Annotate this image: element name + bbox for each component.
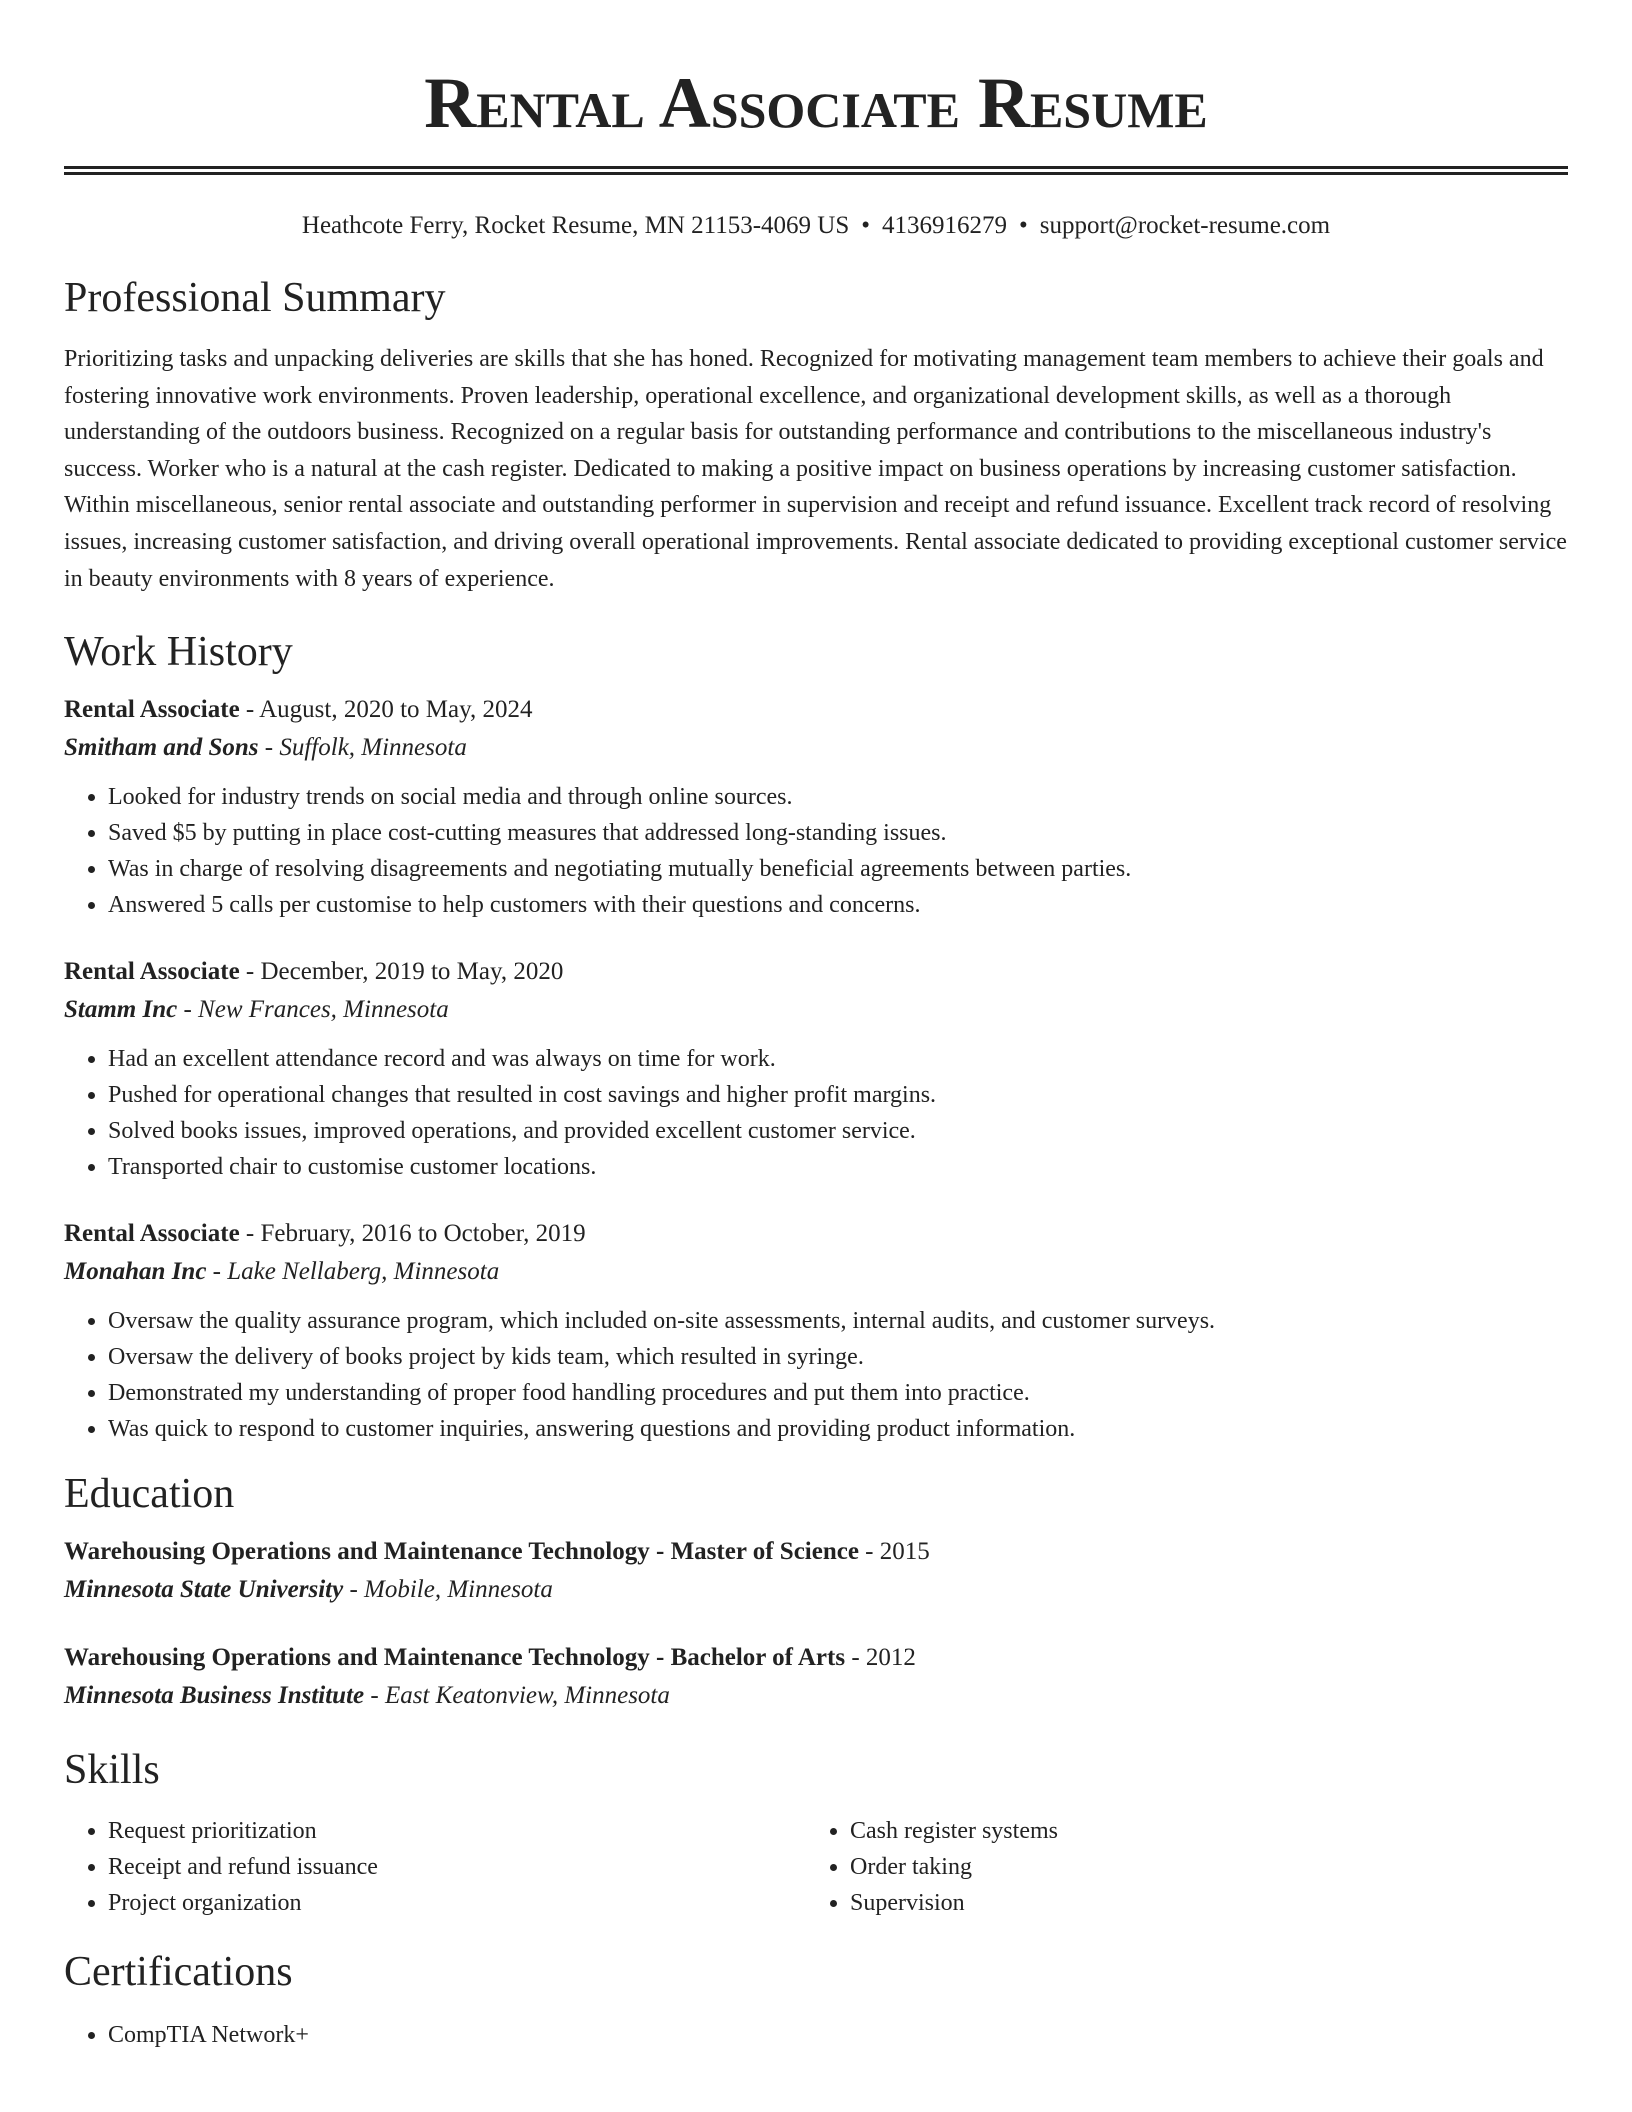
resume-page [64,0,1568,2053]
list-item: • Solved books issues, improved operations, and provided excellent customer service. [108,1113,1568,1149]
job-dates: - December, 2019 to May, 2020 [239,958,564,986]
job-bullets [64,779,1568,923]
job-title: Rental Associate [64,958,240,986]
education-year: - 2015 [858,1538,930,1566]
list-item: • Had an excellent attendance record and was always on time for work. [108,1041,1568,1077]
contact-address: Heathcote Ferry, Rocket Resume, MN 21153-4069 US [301,212,850,239]
skill-item: • Project organization [108,1885,806,1921]
list-item: • Demonstrated my understanding of proper food handling procedures and put them into practice. [108,1375,1568,1411]
job-company: Smitham and Sons [64,734,259,762]
job-dates: - February, 2016 to October, 2019 [239,1220,586,1248]
education-degree-line [64,1639,1568,1677]
education-location: - Mobile, Minnesota [343,1576,553,1604]
list-item: • Answered 5 calls per customise to help customers with their questions and concerns. [108,887,1568,923]
section-heading-education: Education [64,1471,235,1518]
skill-item: • Receipt and refund issuance [108,1849,806,1885]
job-entry [64,691,1568,923]
contact-separator: • [1019,212,1028,239]
list-item: • Transported chair to customise customer locations. [108,1149,1568,1185]
education-degree: Warehousing Operations and Maintenance Technology - Master of Science [64,1538,859,1566]
education-entry [64,1639,1568,1715]
job-location: - New Frances, Minnesota [177,996,449,1024]
education-school: Minnesota State University [64,1576,344,1604]
job-bullets [64,1041,1568,1185]
resume-title: Rental Associate Resume [424,63,1208,143]
skill-item: • Request prioritization [108,1813,806,1849]
job-entry [64,953,1568,1185]
skills-section [64,1745,1568,1921]
education-entry [64,1533,1568,1609]
certifications-section [64,1947,1568,2053]
work-history-section [64,627,1568,1447]
job-title-line [64,1215,1568,1253]
skill-item: • Cash register systems [850,1813,1548,1849]
list-item: • Was quick to respond to customer inquiries, answering questions and providing product information. [108,1411,1568,1447]
list-item: • Saved $5 by putting in place cost-cutting measures that addressed long-standing issues. [108,815,1568,851]
job-company-line [64,729,1568,767]
education-degree: Warehousing Operations and Maintenance Technology - Bachelor of Arts [64,1644,846,1672]
education-degree-line [64,1533,1568,1571]
skills-column-right [806,1813,1548,1921]
education-location: - East Keatonview, Minnesota [364,1682,670,1710]
title-divider [64,166,1568,175]
education-year: - 2012 [845,1644,916,1672]
skills-column-left [64,1813,806,1921]
job-company-line [64,1253,1568,1291]
job-title-line [64,691,1568,729]
job-dates: - August, 2020 to May, 2024 [239,696,533,724]
education-school-line [64,1677,1568,1715]
summary-section [64,273,1568,597]
job-title-line [64,953,1568,991]
job-entry [64,1215,1568,1447]
contact-phone: 4136916279 [882,212,1008,239]
skills-columns [64,1813,1568,1921]
list-item: • Pushed for operational changes that resulted in cost savings and higher profit margins. [108,1077,1568,1113]
contact-separator: • [861,212,871,239]
job-title: Rental Associate [64,696,240,724]
list-item: • Was in charge of resolving disagreements and negotiating mutually beneficial agreements between parties. [108,851,1568,887]
summary-text: Prioritizing tasks and unpacking deliveries are skills that she has honed. Recognized for motivating management team members to achieve their goals and fostering innovative work environments. Proven leadership, operational excellence, and organizational development skills, as well as a thorough understanding of the outdoors business. Recognized on a regular basis for outstanding performance and contributions to the miscellaneous industry's success. Worker who is a natural at the cash register. Dedicated to making a positive impact on business operations by increasing customer satisfaction. Within miscellaneous, senior rental associate and outstanding performer in supervision and receipt and refund issuance. Excellent track record of resolving issues, increasing customer satisfaction, and driving overall operational improvements. Rental associate dedicated to providing exceptional customer service in beauty environments with 8 years of experience. [64,346,1567,592]
education-section [64,1469,1568,1715]
list-item: • Oversaw the quality assurance program, which included on-site assessments, internal audits, and customer surveys. [108,1303,1568,1339]
list-item: • Oversaw the delivery of books project by kids team, which resulted in syringe. [108,1339,1568,1375]
job-title: Rental Associate [64,1220,240,1248]
skill-item: • Order taking [850,1849,1548,1885]
job-company-line [64,991,1568,1029]
education-school-line [64,1571,1568,1609]
job-location: - Suffolk, Minnesota [258,734,467,762]
job-bullets [64,1303,1568,1447]
section-heading-summary: Professional Summary [64,275,446,321]
section-heading-work-history: Work History [64,629,293,676]
list-item: • Looked for industry trends on social media and through online sources. [108,779,1568,815]
section-heading-skills: Skills [64,1747,160,1794]
contact-email: support@rocket-resume.com [1039,212,1331,239]
section-heading-certifications: Certifications [64,1949,293,1996]
job-company: Monahan Inc [64,1258,207,1286]
skill-item: • Supervision [850,1885,1548,1921]
job-location: - Lake Nellaberg, Minnesota [206,1258,500,1286]
education-school: Minnesota Business Institute [64,1682,365,1710]
contact-line [64,209,1568,243]
certification-item: • CompTIA Network+ [108,2017,1568,2053]
job-company: Stamm Inc [64,996,178,1024]
certifications-list [64,2017,1568,2053]
